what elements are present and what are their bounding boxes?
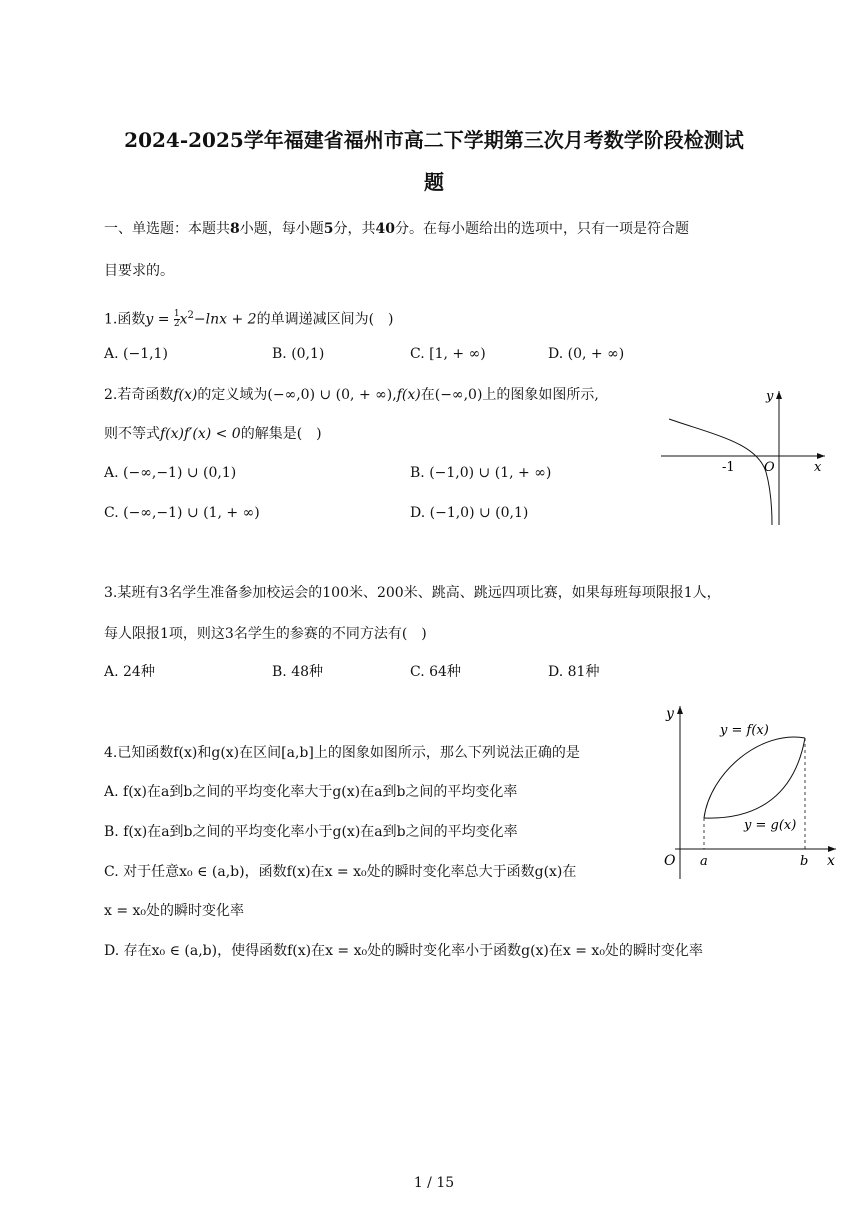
- x-axis-arrow: [828, 846, 836, 852]
- question-4-option-c-line1: C. 对于任意x₀ ∈ (a,b)，函数f(x)在x = x₀处的瞬时变化率总大于函数g(x)在: [104, 864, 577, 880]
- question-2-option-b: B. (−1,0) ∪ (1, + ∞): [410, 465, 552, 481]
- question-2-stem-line1: 2.若奇函数f(x)的定义域为(−∞,0) ∪ (0, + ∞),f(x)在(−∞,0)上的图象如图所示,: [104, 387, 599, 403]
- origin-label: O: [764, 460, 775, 475]
- y-axis-arrow: [677, 706, 683, 714]
- y-axis-label: y: [666, 706, 674, 722]
- question-2-option-c: C. (−∞,−1) ∪ (1, + ∞): [104, 505, 260, 521]
- function-curve: [669, 419, 772, 525]
- y-axis-label: y: [766, 389, 774, 404]
- question-1-option-c: C. [1, + ∞): [410, 346, 486, 362]
- question-3-option-d: D. 81种: [548, 664, 600, 680]
- question-4-option-c-line2: x = x₀处的瞬时变化率: [104, 903, 245, 919]
- y-axis-arrow: [776, 391, 782, 399]
- x-axis-label: x: [827, 853, 835, 869]
- document-title-line1: 2024-2025学年福建省福州市高二下学期第三次月考数学阶段检测试: [124, 128, 744, 152]
- question-4-option-a: A. f(x)在a到b之间的平均变化率大于g(x)在a到b之间的平均变化率: [104, 784, 518, 800]
- question-4-graph: [650, 698, 850, 883]
- question-3-option-a: A. 24种: [104, 664, 155, 680]
- question-3-option-b: B. 48种: [272, 664, 324, 680]
- g-curve-label: y = g(x): [744, 818, 797, 833]
- section-instructions: 一、单选题：本题共8小题，每小题5分，共40分。在每小题给出的选项中，只有一项是符合题: [104, 221, 689, 237]
- f-curve-label: y = f(x): [720, 723, 769, 738]
- question-4-option-b: B. f(x)在a到b之间的平均变化率小于g(x)在a到b之间的平均变化率: [104, 824, 518, 840]
- question-1-option-d: D. (0, + ∞): [548, 346, 625, 362]
- x-axis-arrow: [817, 453, 825, 459]
- question-2-option-a: A. (−∞,−1) ∪ (0,1): [104, 465, 237, 481]
- x-axis-label: x: [814, 460, 822, 475]
- question-2-graph: [655, 385, 835, 530]
- question-4-stem: 4.已知函数f(x)和g(x)在区间[a,b]上的图象如图所示，那么下列说法正确的是: [104, 745, 580, 761]
- question-1-stem: 1.函数y = $\frac{1}{2}$ $x^2-\ln x + 2$的单调递减区间为( ): [104, 309, 394, 330]
- g-curve: [704, 738, 805, 818]
- question-1-option-a: A. (−1,1): [104, 346, 168, 362]
- question-3-option-c: C. 64种: [410, 664, 461, 680]
- question-4-option-d: D. 存在x₀ ∈ (a,b)，使得函数f(x)在x = x₀处的瞬时变化率小于函数g(x)在x = x₀处的瞬时变化率: [104, 943, 703, 959]
- page-number: 1 / 15: [413, 1175, 455, 1191]
- question-2-option-d: D. (−1,0) ∪ (0,1): [410, 505, 529, 521]
- question-1-option-b: B. (0,1): [272, 346, 325, 362]
- question-3-stem-line1: 3.某班有3名学生准备参加校运会的100米、200米、跳高、跳远四项比赛，如果每班每项限报1人，: [104, 585, 721, 601]
- fraction: $\frac{1}{2}$: [173, 309, 180, 330]
- origin-label: O: [664, 853, 676, 869]
- document-title-line2: 题: [424, 170, 444, 194]
- question-3-stem-line2: 每人限报1项，则这3名学生的参赛的不同方法有( ): [104, 626, 427, 642]
- b-label: b: [800, 854, 809, 869]
- question-2-stem-line2: 则不等式f(x)f′(x) < 0的解集是( ): [104, 426, 322, 442]
- a-label: a: [700, 854, 708, 869]
- section-instructions-line2: 目要求的。: [104, 263, 174, 279]
- f-curve: [704, 737, 805, 818]
- tick-label: -1: [722, 460, 735, 475]
